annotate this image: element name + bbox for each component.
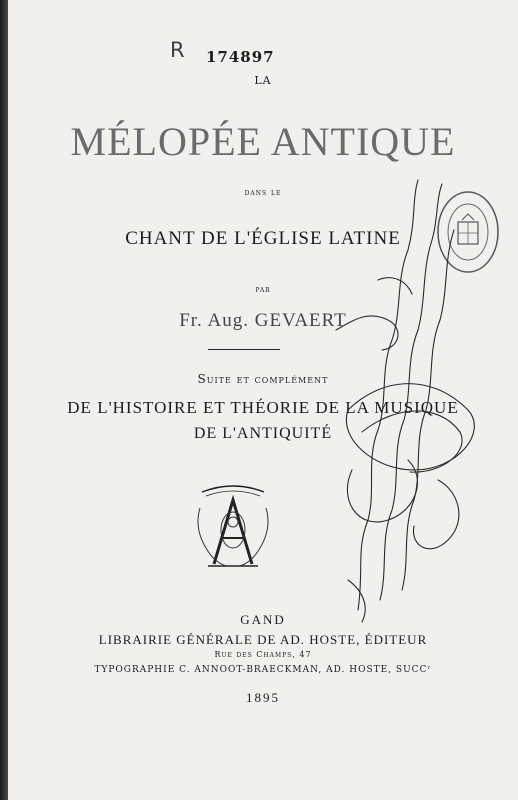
book-subtitle: CHANT DE L'ÉGLISE LATINE bbox=[125, 228, 401, 249]
title-article: LA bbox=[254, 74, 272, 87]
imprint-city: GAND bbox=[240, 612, 286, 627]
printer-emblem-icon bbox=[192, 478, 274, 570]
divider-rule bbox=[208, 349, 280, 350]
imprint-address: Rue des Champs, 47 bbox=[214, 650, 312, 659]
imprint-printer: TYPOGRAPHIE C. ANNOOT-BRAECKMAN, AD. HOSTE, SUCCʳ bbox=[94, 665, 432, 675]
imprint-year: 1895 bbox=[246, 690, 280, 705]
title-connector: dans le bbox=[244, 188, 282, 198]
author-name: Fr. Aug. GEVAERT bbox=[179, 310, 347, 331]
handwritten-inscription bbox=[318, 170, 498, 630]
book-title: MÉLOPÉE ANTIQUE bbox=[70, 119, 456, 164]
author-preposition: par bbox=[255, 285, 271, 294]
accession-number: 174897 bbox=[206, 48, 275, 66]
series-line-2: DE L'HISTOIRE ET THÉORIE DE LA MUSIQUE bbox=[67, 398, 459, 417]
imprint-publisher: LIBRAIRIE GÉNÉRALE DE AD. HOSTE, ÉDITEUR bbox=[98, 632, 428, 647]
scanned-title-page bbox=[8, 0, 518, 800]
series-line-3: DE L'ANTIQUITÉ bbox=[193, 425, 333, 442]
series-line-1: Suite et complément bbox=[197, 372, 329, 386]
corner-stamp-mark: R bbox=[170, 38, 185, 62]
page-edge-shadow bbox=[0, 0, 8, 800]
